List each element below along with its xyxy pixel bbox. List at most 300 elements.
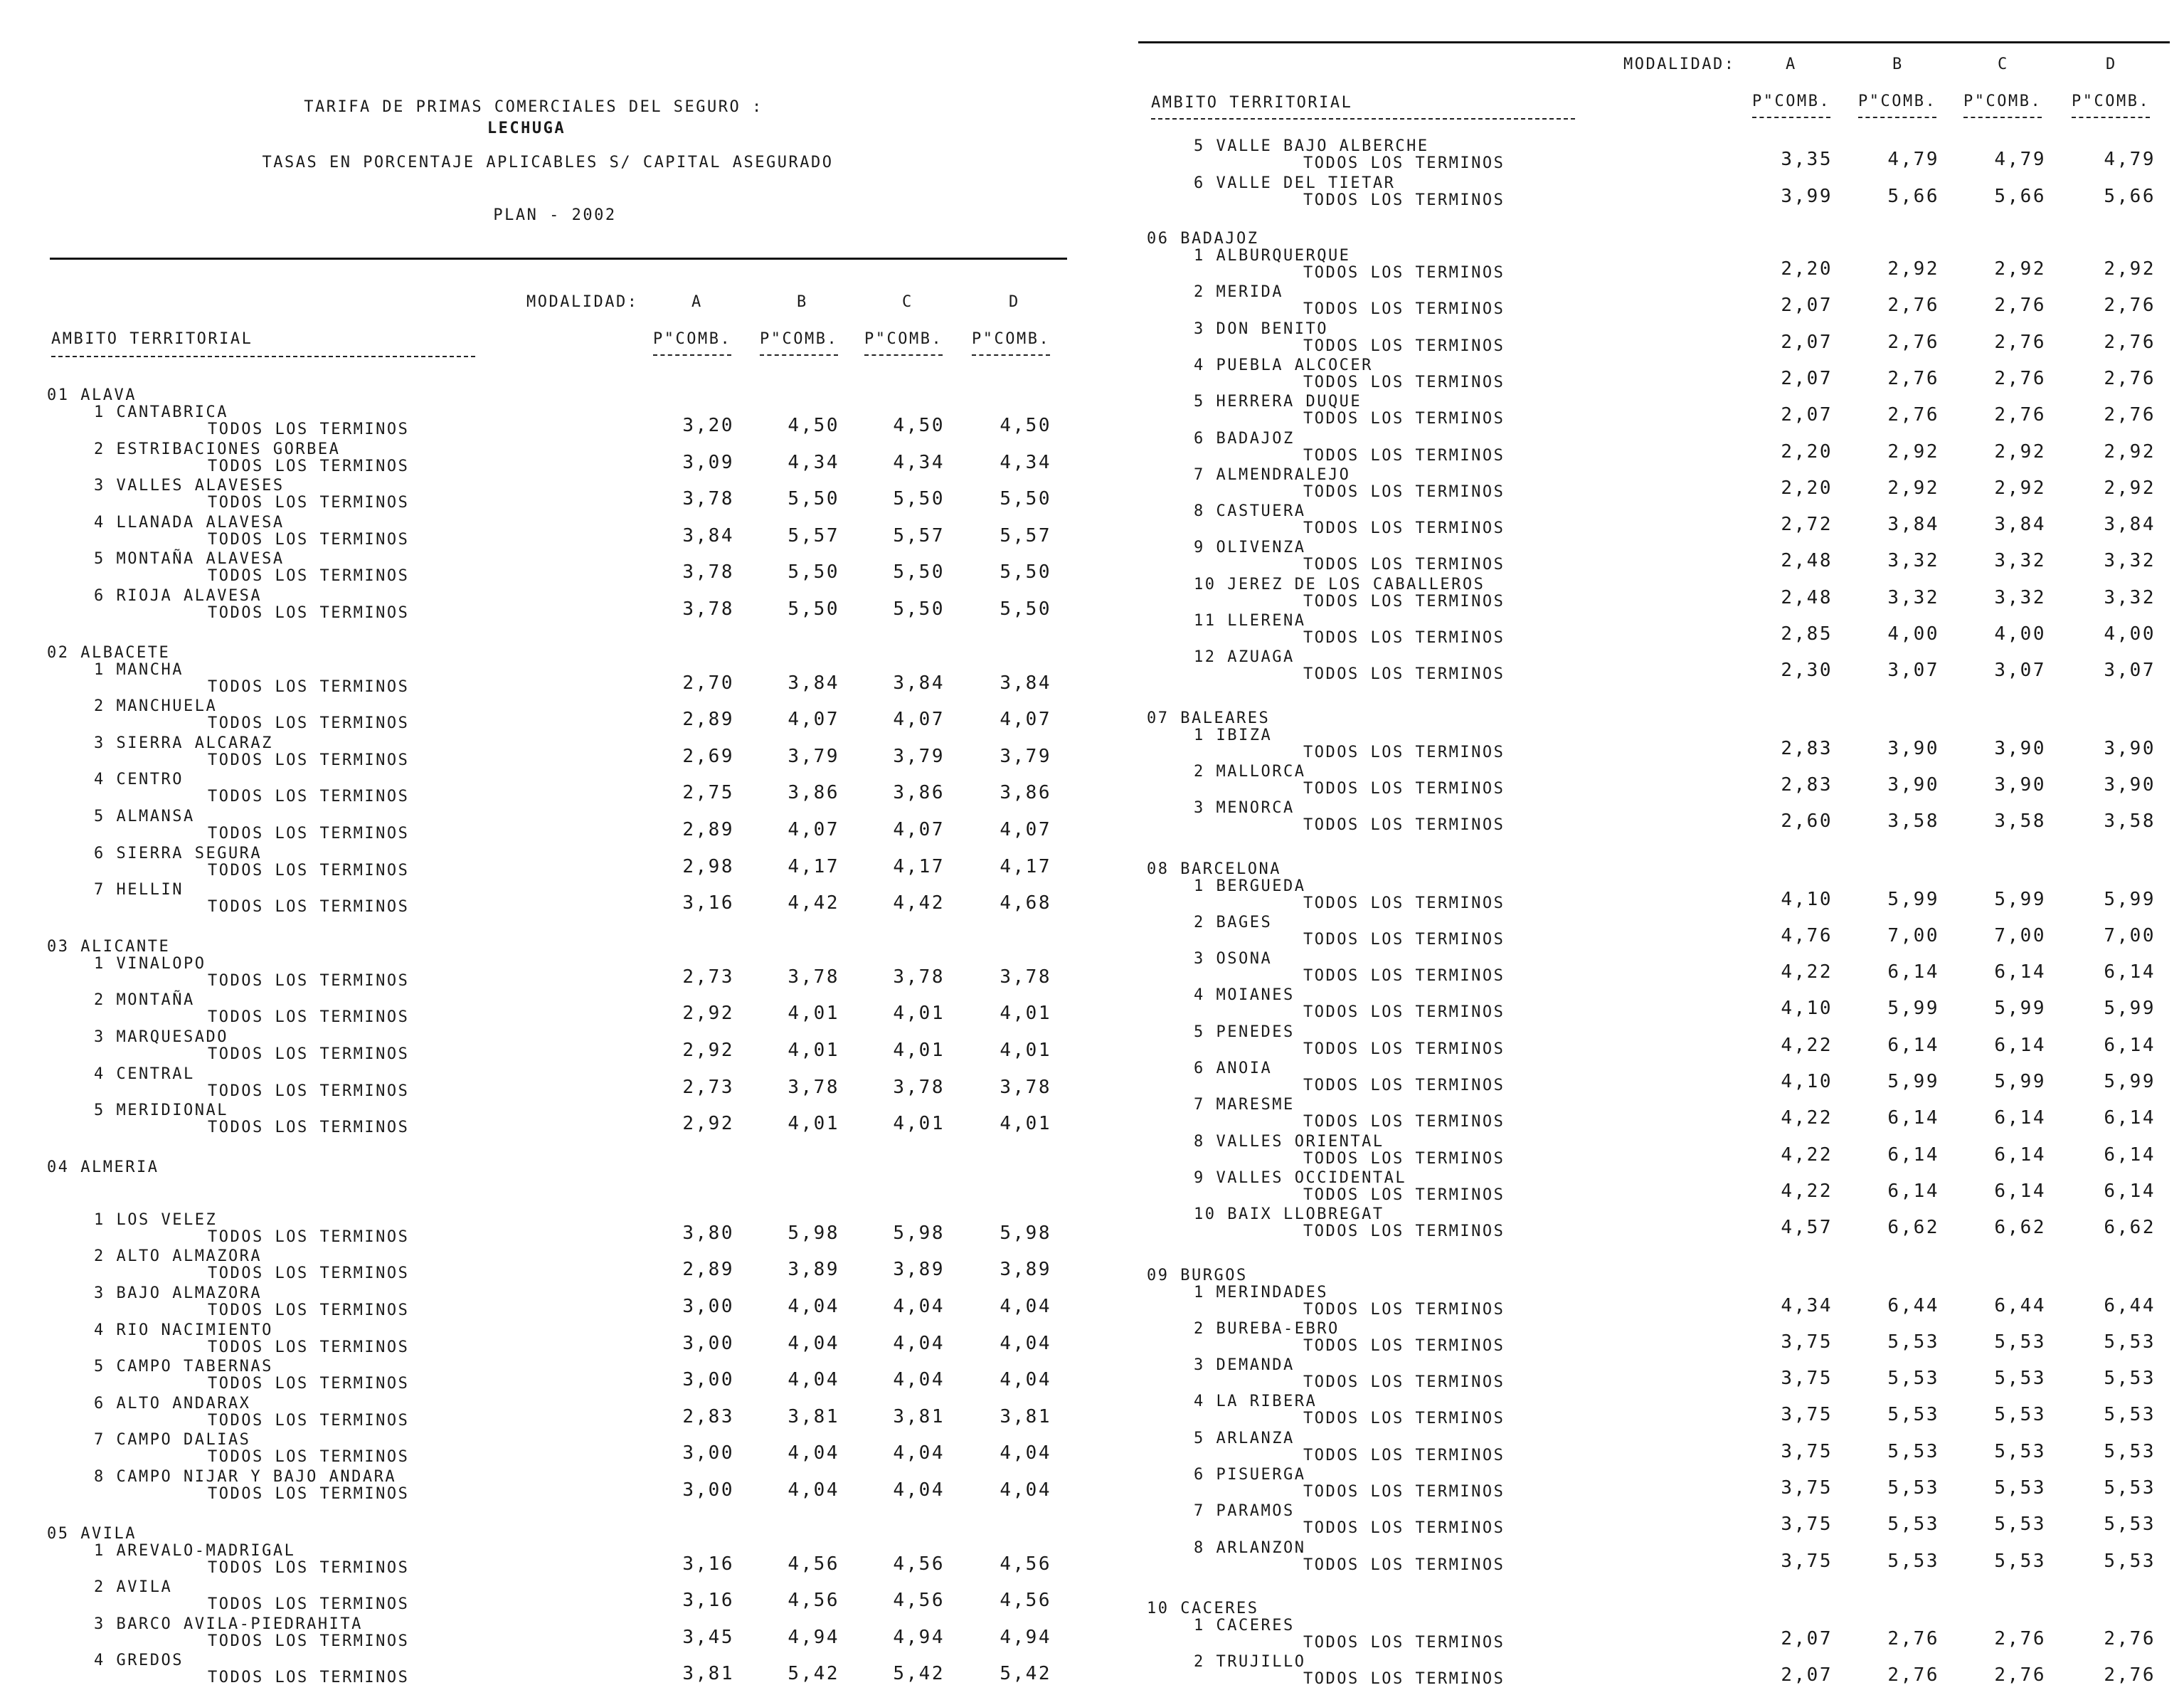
todos-label: TODOS LOS TERMINOS [1303,1113,1505,1131]
value-c: 4,94 [893,1626,945,1648]
todos-label: TODOS LOS TERMINOS [1303,154,1505,172]
value-d: 6,14 [2104,1180,2156,1202]
todos-label: TODOS LOS TERMINOS [208,1338,410,1356]
value-b: 4,17 [788,855,839,877]
col-sub-c: P"COMB. [864,330,943,348]
comarca-name: 1 IBIZA [1194,726,1273,744]
value-b: 3,81 [788,1405,839,1427]
comarca-name: 7 PARAMOS [1194,1502,1295,1521]
todos-label: TODOS LOS TERMINOS [1303,816,1505,835]
todos-label: TODOS LOS TERMINOS [208,1008,410,1027]
value-c: 5,53 [1994,1331,2046,1353]
todos-label: TODOS LOS TERMINOS [208,494,410,512]
comarca-name: 8 ARLANZON [1194,1538,1306,1557]
value-d: 5,99 [2104,998,2156,1020]
todos-label: TODOS LOS TERMINOS [1303,264,1505,282]
todos-label: TODOS LOS TERMINOS [208,1375,410,1393]
province-heading: 02 ALBACETE [47,643,171,662]
value-b: 3,90 [1887,737,1939,759]
col-sub-c: P"COMB. [1963,93,2042,110]
value-d: 2,76 [2104,331,2156,353]
ambito-underline [51,356,475,357]
todos-label: TODOS LOS TERMINOS [1303,1519,1505,1538]
comarca-name: 2 MALLORCA [1194,762,1306,781]
value-b: 5,53 [1887,1514,1939,1536]
value-b: 4,01 [788,1003,839,1025]
value-c: 5,53 [1994,1477,2046,1499]
value-d: 2,92 [2104,440,2156,463]
value-c: 3,07 [1994,660,2046,682]
value-c: 5,98 [893,1222,945,1244]
value-b: 5,53 [1887,1440,1939,1462]
value-d: 4,00 [2104,623,2156,645]
todos-label: TODOS LOS TERMINOS [208,898,410,917]
ambito-label: AMBITO TERRITORIAL [1151,94,1353,112]
value-a: 2,48 [1781,586,1833,608]
comarca-name: 2 BUREBA-EBRO [1194,1319,1340,1338]
value-b: 2,76 [1887,295,1939,317]
value-d: 4,94 [1000,1626,1051,1648]
value-c: 4,04 [893,1479,945,1501]
value-a: 4,22 [1781,1180,1833,1202]
todos-label: TODOS LOS TERMINOS [1303,1300,1505,1319]
value-a: 2,20 [1781,477,1833,499]
value-b: 7,00 [1887,924,1939,946]
value-a: 2,07 [1781,1664,1833,1686]
value-c: 3,84 [1994,514,2046,536]
value-b: 5,53 [1887,1550,1939,1572]
comarca-name: 12 AZUAGA [1194,648,1295,667]
value-b: 3,78 [788,966,839,988]
value-c: 3,58 [1994,810,2046,833]
value-d: 4,50 [1000,415,1051,436]
todos-label: TODOS LOS TERMINOS [208,1227,410,1246]
province-heading: 03 ALICANTE [47,937,171,956]
comarca-name: 2 MERIDA [1194,283,1283,302]
value-c: 4,79 [1994,149,2046,170]
value-c: 4,17 [893,855,945,877]
value-a: 2,72 [1781,514,1833,536]
comarca-name: 3 OSONA [1194,950,1273,968]
todos-label: TODOS LOS TERMINOS [1303,1556,1505,1574]
value-b: 5,53 [1887,1404,1939,1426]
value-a: 2,75 [682,782,734,804]
value-b: 3,32 [1887,586,1939,608]
value-c: 5,99 [1994,1071,2046,1092]
todos-label: TODOS LOS TERMINOS [1303,1483,1505,1501]
todos-label: TODOS LOS TERMINOS [1303,446,1505,465]
value-c: 4,07 [893,709,945,731]
value-a: 2,07 [1781,295,1833,317]
modalidad-label: MODALIDAD: [1623,56,1736,73]
comarca-name: 6 BADAJOZ [1194,429,1295,448]
value-c: 3,32 [1994,550,2046,572]
value-d: 4,04 [1000,1332,1051,1354]
comarca-name: 2 MONTAÑA [94,991,195,1010]
comarca-name: 1 LOS VELEZ [94,1210,218,1229]
value-a: 2,07 [1781,1627,1833,1649]
value-b: 4,07 [788,819,839,840]
value-d: 4,04 [1000,1369,1051,1391]
value-d: 5,66 [2104,186,2156,207]
col-head-b: B [797,293,808,311]
province-heading: 10 CACERES [1147,1599,1259,1617]
value-b: 2,92 [1887,258,1939,280]
value-b: 5,53 [1887,1477,1939,1499]
col-sub-b: P"COMB. [760,330,839,348]
value-a: 2,69 [682,745,734,767]
comarca-name: 3 BAJO ALMAZORA [94,1284,263,1302]
col-underline-d [972,354,1050,356]
comarca-name: 3 MENORCA [1194,799,1295,818]
value-c: 4,04 [893,1442,945,1464]
value-c: 5,53 [1994,1514,2046,1536]
todos-label: TODOS LOS TERMINOS [208,1119,410,1137]
value-b: 3,86 [788,782,839,804]
comarca-name: 6 ALTO ANDARAX [94,1394,251,1412]
comarca-name: 6 PISUERGA [1194,1466,1306,1484]
comarca-name: 2 TRUJILLO [1194,1653,1306,1672]
col-head-a: A [691,293,703,311]
value-c: 3,81 [893,1405,945,1427]
value-c: 5,66 [1994,186,2046,207]
todos-label: TODOS LOS TERMINOS [1303,1670,1505,1689]
value-a: 3,78 [682,598,734,620]
comarca-name: 5 VALLE BAJO ALBERCHE [1194,137,1429,155]
value-c: 2,92 [1994,477,2046,499]
value-c: 4,00 [1994,623,2046,645]
comarca-name: 4 MOIANES [1194,986,1295,1005]
comarca-name: 8 CAMPO NIJAR Y BAJO ANDARA [94,1468,397,1486]
ambito-underline [1151,118,1575,120]
value-d: 5,53 [2104,1514,2156,1536]
value-c: 2,92 [1994,258,2046,280]
col-head-c: C [902,293,913,311]
value-c: 3,78 [893,966,945,988]
todos-label: TODOS LOS TERMINOS [208,1264,410,1283]
value-d: 4,04 [1000,1296,1051,1317]
comarca-name: 5 HERRERA DUQUE [1194,393,1362,411]
value-b: 4,94 [788,1626,839,1648]
value-a: 2,73 [682,1076,734,1098]
value-a: 4,22 [1781,961,1833,983]
value-d: 5,53 [2104,1404,2156,1426]
comarca-name: 10 BAIX LLOBREGAT [1194,1205,1384,1224]
value-c: 4,50 [893,415,945,436]
value-a: 3,99 [1781,186,1833,207]
value-b: 6,14 [1887,1034,1939,1056]
col-sub-d: P"COMB. [2072,93,2151,110]
comarca-name: 1 BERGUEDA [1194,877,1306,895]
value-a: 3,84 [682,524,734,546]
value-a: 3,75 [1781,1477,1833,1499]
value-a: 3,16 [682,1590,734,1612]
value-d: 5,98 [1000,1222,1051,1244]
todos-label: TODOS LOS TERMINOS [208,1411,410,1430]
comarca-name: 5 CAMPO TABERNAS [94,1358,273,1376]
value-c: 5,50 [893,488,945,510]
value-b: 6,62 [1887,1217,1939,1239]
value-d: 5,99 [2104,888,2156,910]
todos-label: TODOS LOS TERMINOS [1303,1446,1505,1464]
comarca-name: 10 JEREZ DE LOS CABALLEROS [1194,575,1485,593]
todos-label: TODOS LOS TERMINOS [1303,665,1505,684]
province-heading: 09 BURGOS [1147,1266,1248,1284]
value-a: 2,92 [682,1113,734,1135]
value-b: 4,34 [788,451,839,473]
comarca-name: 2 MANCHUELA [94,697,218,716]
header-rule [50,258,1067,260]
value-a: 3,45 [682,1626,734,1648]
value-d: 5,53 [2104,1368,2156,1390]
value-a: 3,00 [682,1332,734,1354]
value-c: 2,92 [1994,440,2046,463]
value-a: 2,89 [682,1259,734,1281]
value-d: 4,68 [1000,892,1051,914]
comarca-name: 2 AVILA [94,1578,173,1597]
value-b: 4,56 [788,1590,839,1612]
crop-name: LECHUGA [487,120,566,137]
value-c: 4,04 [893,1332,945,1354]
todos-label: TODOS LOS TERMINOS [208,1082,410,1100]
col-head-c: C [1998,56,2009,73]
value-c: 2,76 [1994,367,2046,389]
value-d: 3,58 [2104,810,2156,833]
value-a: 3,16 [682,1553,734,1575]
value-d: 5,53 [2104,1477,2156,1499]
value-c: 3,89 [893,1259,945,1281]
value-b: 2,92 [1887,440,1939,463]
value-b: 3,78 [788,1076,839,1098]
value-d: 6,44 [2104,1294,2156,1316]
col-underline-c [864,354,943,356]
value-d: 3,90 [2104,737,2156,759]
todos-label: TODOS LOS TERMINOS [1303,300,1505,319]
value-a: 4,22 [1781,1107,1833,1129]
todos-label: TODOS LOS TERMINOS [208,530,410,549]
value-d: 4,79 [2104,149,2156,170]
value-c: 5,53 [1994,1404,2046,1426]
value-c: 3,90 [1994,773,2046,796]
value-a: 2,98 [682,855,734,877]
todos-label: TODOS LOS TERMINOS [1303,1410,1505,1428]
todos-label: TODOS LOS TERMINOS [1303,930,1505,949]
title-line: TARIFA DE PRIMAS COMERCIALES DEL SEGURO : [304,98,763,116]
comarca-name: 3 DON BENITO [1194,320,1328,338]
value-a: 3,75 [1781,1550,1833,1572]
value-d: 4,34 [1000,451,1051,473]
todos-label: TODOS LOS TERMINOS [208,1669,410,1687]
value-c: 6,44 [1994,1294,2046,1316]
value-a: 3,75 [1781,1404,1833,1426]
value-d: 4,56 [1000,1590,1051,1612]
value-a: 2,92 [682,1040,734,1061]
value-d: 2,76 [2104,1664,2156,1686]
value-d: 4,07 [1000,819,1051,840]
comarca-name: 1 CANTABRICA [94,403,228,421]
value-a: 2,83 [682,1405,734,1427]
value-a: 2,30 [1781,660,1833,682]
value-c: 4,01 [893,1113,945,1135]
col-sub-a: P"COMB. [653,330,732,348]
province-heading: 01 ALAVA [47,386,137,404]
col-underline-b [760,354,838,356]
value-b: 6,14 [1887,1144,1939,1166]
value-a: 2,20 [1781,440,1833,463]
value-d: 4,56 [1000,1553,1051,1575]
comarca-name: 2 ESTRIBACIONES GORBEA [94,440,341,458]
value-c: 6,14 [1994,1180,2046,1202]
value-c: 3,32 [1994,586,2046,608]
comarca-name: 7 CAMPO DALIAS [94,1431,251,1450]
col-head-b: B [1892,56,1904,73]
value-d: 3,07 [2104,660,2156,682]
comarca-name: 3 MARQUESADO [94,1028,228,1046]
todos-label: TODOS LOS TERMINOS [1303,373,1505,391]
todos-label: TODOS LOS TERMINOS [208,1485,410,1503]
value-d: 4,04 [1000,1442,1051,1464]
value-a: 3,75 [1781,1440,1833,1462]
subtitle-line: TASAS EN PORCENTAJE APLICABLES S/ CAPITAL ASEGURADO [262,154,834,171]
value-d: 4,01 [1000,1003,1051,1025]
value-d: 3,81 [1000,1405,1051,1427]
value-b: 5,99 [1887,998,1939,1020]
todos-label: TODOS LOS TERMINOS [1303,743,1505,761]
value-c: 5,53 [1994,1440,2046,1462]
comarca-name: 9 VALLES OCCIDENTAL [1194,1168,1407,1187]
modalidad-label: MODALIDAD: [526,293,639,311]
col-head-d: D [2106,56,2117,73]
province-heading: 06 BADAJOZ [1147,230,1259,248]
col-sub-a: P"COMB. [1752,93,1831,110]
value-b: 3,84 [788,672,839,694]
col-underline-a [1752,117,1830,118]
value-b: 3,90 [1887,773,1939,796]
comarca-name: 3 BARCO AVILA-PIEDRAHITA [94,1615,363,1633]
value-a: 3,09 [682,451,734,473]
value-a: 4,76 [1781,924,1833,946]
value-d: 2,76 [2104,367,2156,389]
value-a: 2,48 [1781,550,1833,572]
todos-label: TODOS LOS TERMINOS [208,1595,410,1614]
value-b: 3,32 [1887,550,1939,572]
comarca-name: 6 ANOIA [1194,1060,1273,1077]
ambito-label: AMBITO TERRITORIAL [51,330,253,348]
value-b: 4,04 [788,1296,839,1317]
value-a: 3,75 [1781,1368,1833,1390]
value-b: 4,04 [788,1369,839,1391]
value-b: 5,66 [1887,186,1939,207]
value-a: 3,00 [682,1442,734,1464]
value-d: 5,57 [1000,524,1051,546]
value-a: 3,81 [682,1663,734,1685]
value-c: 5,50 [893,598,945,620]
comarca-name: 1 MERINDADES [1194,1283,1328,1301]
value-c: 3,84 [893,672,945,694]
todos-label: TODOS LOS TERMINOS [1303,410,1505,428]
value-d: 3,86 [1000,782,1051,804]
value-a: 2,89 [682,709,734,731]
comarca-name: 2 ALTO ALMAZORA [94,1247,263,1266]
value-a: 2,07 [1781,331,1833,353]
comarca-name: 1 VINALOPO [94,954,206,973]
value-d: 6,62 [2104,1217,2156,1239]
value-c: 5,99 [1994,888,2046,910]
todos-label: TODOS LOS TERMINOS [208,677,410,696]
value-c: 4,56 [893,1553,945,1575]
col-underline-a [653,354,731,356]
value-b: 6,14 [1887,1107,1939,1129]
value-c: 2,76 [1994,331,2046,353]
province-heading: 08 BARCELONA [1147,860,1281,878]
todos-label: TODOS LOS TERMINOS [1303,1223,1505,1241]
value-c: 5,57 [893,524,945,546]
value-d: 4,07 [1000,709,1051,731]
todos-label: TODOS LOS TERMINOS [1303,1077,1505,1094]
value-b: 4,42 [788,892,839,914]
value-d: 2,76 [2104,295,2156,317]
value-a: 2,60 [1781,810,1833,833]
value-d: 2,92 [2104,258,2156,280]
todos-label: TODOS LOS TERMINOS [1303,1149,1505,1168]
comarca-name: 5 ALMANSA [94,808,195,825]
comarca-name: 9 OLIVENZA [1194,539,1306,557]
value-b: 4,07 [788,709,839,731]
value-a: 4,10 [1781,888,1833,910]
value-a: 2,20 [1781,258,1833,280]
col-underline-b [1858,117,1936,118]
value-b: 5,50 [788,488,839,510]
value-b: 5,57 [788,524,839,546]
todos-label: TODOS LOS TERMINOS [208,1558,410,1577]
todos-label: TODOS LOS TERMINOS [208,1632,410,1650]
value-a: 4,22 [1781,1144,1833,1166]
value-a: 3,20 [682,415,734,436]
value-c: 4,04 [893,1296,945,1317]
comarca-name: 4 PUEBLA ALCOCER [1194,356,1373,374]
value-b: 3,89 [788,1259,839,1281]
todos-label: TODOS LOS TERMINOS [1303,1003,1505,1022]
top-rule [1138,41,2170,43]
todos-label: TODOS LOS TERMINOS [208,751,410,769]
value-b: 4,50 [788,415,839,436]
value-c: 4,07 [893,819,945,840]
comarca-name: 5 ARLANZA [1194,1429,1295,1447]
value-d: 3,79 [1000,745,1051,767]
value-d: 6,14 [2104,1144,2156,1166]
value-a: 4,57 [1781,1217,1833,1239]
todos-label: TODOS LOS TERMINOS [1303,967,1505,986]
todos-label: TODOS LOS TERMINOS [1303,556,1505,574]
value-a: 2,70 [682,672,734,694]
todos-label: TODOS LOS TERMINOS [1303,1186,1505,1204]
value-b: 4,56 [788,1553,839,1575]
todos-label: TODOS LOS TERMINOS [1303,629,1505,647]
value-d: 5,42 [1000,1663,1051,1685]
value-d: 2,76 [2104,1627,2156,1649]
value-a: 3,35 [1781,149,1833,170]
value-b: 2,76 [1887,367,1939,389]
value-a: 2,07 [1781,367,1833,389]
todos-label: TODOS LOS TERMINOS [1303,519,1505,538]
right-page [1088,0,2184,1695]
todos-label: TODOS LOS TERMINOS [208,1045,410,1063]
comarca-name: 4 LLANADA ALAVESA [94,513,285,532]
value-a: 2,83 [1781,773,1833,796]
comarca-name: 3 VALLES ALAVESES [94,477,285,495]
value-b: 3,84 [1887,514,1939,536]
value-d: 3,89 [1000,1259,1051,1281]
